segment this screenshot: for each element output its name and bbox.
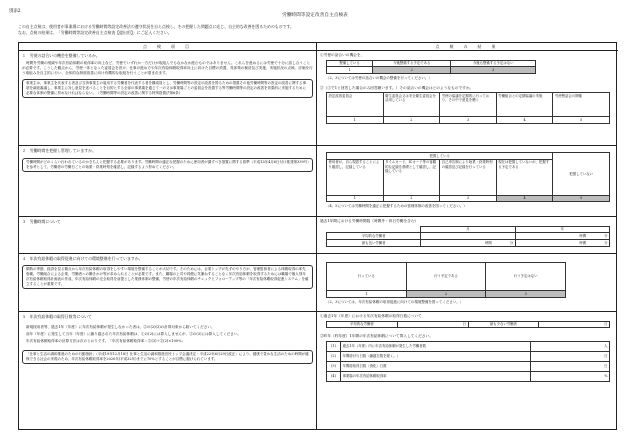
s2-option-5[interactable]: 把握していない bbox=[553, 153, 610, 196]
s2-option-4[interactable]: 現在は把握していないが、把握する予定である bbox=[496, 159, 553, 195]
s5-q2-no-3: (3) bbox=[327, 362, 341, 372]
s5-q2-unit-1: 人 bbox=[604, 344, 608, 349]
s4-option-3[interactable]: 行う予定はない bbox=[486, 263, 566, 291]
s1-q1-num-2: 2 bbox=[373, 67, 451, 74]
attachment-tag: 別添2 bbox=[9, 9, 21, 14]
s5-q2-value-4[interactable] bbox=[531, 372, 610, 382]
s3-longest-month-unit-m: 分 bbox=[509, 240, 514, 245]
section-divider-3 bbox=[19, 253, 616, 254]
s1-q1-num-3: 3 bbox=[451, 67, 536, 74]
s5-q2-value-3[interactable] bbox=[531, 362, 610, 372]
section-4-box: 閑散の季節、経済を見る観点から年次有給休暇の取得をしやすい環境を整備することが大切です。そのためには、企業トップが先ずのやり方が、管理監督者による休暇取得の率先垂範、労働組合による企業、労働者への働きかけ等が求められることが必要です。また、職場の上司や同僚に気兼ねすることなく年次有給休暇を取得するためには職場で個人別年次有給休暇取得計画表の作成、年次有給休暇の完全取得を前提とした業務体制の整備、労使の年次有給休暇のチェックとフォローアップ等の「年次有給休暇取得促進システム」を確立することが重要です。 bbox=[22, 265, 313, 289]
s3-col-month: 月 bbox=[421, 226, 515, 233]
s2-num-1: 1 bbox=[327, 195, 384, 202]
s5-q2-table bbox=[326, 341, 610, 382]
s1-q2-num-2: 2 bbox=[383, 117, 440, 124]
s2-num-5: 5 bbox=[553, 195, 610, 202]
s4-num-1: 1 bbox=[327, 291, 407, 298]
s3-longest-month[interactable] bbox=[421, 240, 515, 247]
s3-average-unit-m: 分 bbox=[604, 233, 608, 238]
section-5-title: ５ 年次有給休暇の取得日数等について bbox=[22, 314, 92, 319]
s1-q2-option-1[interactable]: 設定改善委員会 bbox=[327, 93, 384, 117]
s5-q2-unit-4: % bbox=[604, 374, 608, 379]
section-1-title: １ 労使の話合いの機会を整備しているか。 bbox=[22, 53, 100, 58]
s2-num-4: 4 bbox=[496, 195, 553, 202]
s5-question-1: ①過去1年（年度）における年次有給休暇の取得日数について bbox=[320, 314, 422, 318]
section-4-items bbox=[22, 256, 313, 310]
column-header-results: 点 検 の 結 果 bbox=[316, 43, 618, 51]
s5-q2-unit-2: 日 bbox=[604, 354, 608, 359]
s2-num-3: 3 bbox=[440, 195, 497, 202]
s3-row-longest: 最も長い労働者 bbox=[327, 240, 421, 247]
section-divider-1 bbox=[19, 145, 616, 146]
section-3-title: ３ 労働時間について bbox=[22, 219, 61, 224]
s4-note: （2、3については、年次有給休暇の取得促進に向けての環境整備を図ってください。） bbox=[326, 299, 464, 304]
s1-q2-num-5: 5 bbox=[553, 117, 610, 124]
section-1-results bbox=[320, 53, 615, 144]
s5-q2-label-2: 年間総付与日数（繰越日数を除く。） bbox=[341, 352, 531, 362]
section-1-legal-box: 事業主は、事業主を代表する者及び当該事業主の雇用する労働者を代表する者を構成員とし、労働時間等の設定の改善を図るための措置その他労働時間等の設定の改善に関する事項を調査審議し、事業主に対し意見を述べることを目的とする全部の事業場を通じて一の又は事業場ごとの委員会を設置する等労働時間等の設定の改善を効果的に実施するために必要な体制の整備に努めなければならない。（労働時間等の設定の改善に関する特別措置法第6条） bbox=[22, 79, 313, 98]
s1-q2-option-5[interactable]: 労使懇話会の開催 bbox=[553, 93, 610, 117]
s3-col-year: 年 bbox=[515, 226, 609, 233]
s3-average-unit-h: 時間 bbox=[579, 233, 587, 238]
section-5-para-1: 新規採用者等、過去1年（年度）に年次有給休暇が発生しなかった者は、②の(2)(3)の計算対象から除いてください。 bbox=[26, 325, 215, 330]
s5-q2-no-4: (4) bbox=[327, 372, 341, 382]
intro-line-1: この自主点検は、使用者が事業場における労働時間等設定改善法の遵守状況を自ら点検し、その把握した問題点に応じ、自主的な改善を図るためのものです。 bbox=[18, 24, 294, 29]
s3-question: 過去1年間における労働時間数（時間外・休日労働を含む） bbox=[320, 219, 419, 223]
column-divider bbox=[316, 43, 317, 429]
s3-average-year[interactable] bbox=[515, 233, 609, 240]
section-5-results bbox=[320, 314, 615, 429]
s5-q1-row-average: 平均的な労働者 bbox=[327, 321, 398, 328]
s2-table bbox=[326, 152, 610, 202]
s2-note: （4、5については労働時間を適正に把握するための管理体制の改善を図ってください。） bbox=[326, 204, 467, 209]
s2-option-3[interactable]: 自己申告制により始業・終業時刻の確認及び記録を行っている bbox=[440, 159, 497, 195]
section-5-para-2: 前年（年度）に発生して当年（年度）に繰り越された年次有給休暇は、①の(2)には算入しませんが、②の(3)には算入してください。 bbox=[26, 332, 242, 337]
s2-option-1[interactable]: 使用者が、自ら現認することにより確認し、記録している bbox=[327, 159, 384, 195]
s1-q1-note: （2、3については労使の話合いの機会の整備を行ってください。） bbox=[326, 76, 432, 80]
s1-q2-num-4: 4 bbox=[496, 117, 553, 124]
section-3-results bbox=[320, 219, 615, 252]
s1-question-2: ②（①で1と回答した場合のみ回答願います。）その話合いの機会はどのようなものですか。 bbox=[320, 85, 474, 90]
s1-q2-option-4[interactable]: 労働組合との定期協議の実施 bbox=[496, 93, 553, 117]
section-4-results bbox=[320, 256, 615, 310]
s5-q2-no-2: (2) bbox=[327, 352, 341, 362]
s4-option-2[interactable]: 行う予定である bbox=[406, 263, 486, 291]
s1-q2-option-3[interactable]: 労使の協議を定期的に行っており、その中で意見を聴く bbox=[440, 93, 497, 117]
section-4-title: ４ 年次有給休暇の取得促進に向けての環境整備を行っていますか。 bbox=[22, 256, 143, 261]
inspection-grid bbox=[18, 42, 617, 430]
s5-q1-row-least: 最も少ない労働者 bbox=[468, 321, 539, 328]
s5-q2-label-1: 過去1年（年度）内に年次有給休暇が発生した労働者数 bbox=[341, 342, 531, 352]
section-2-box: 労働時間がどのくらい行われているのかきちんと把握する必要があります。労働時間の適正な把握のために使用者が講ずべき措置に関する基準（平成13年4月6日付け基発第339号）を参考として、労働者の労働日ごとの始業・終業時刻を確認し、記録するよう努めてください。 bbox=[22, 158, 313, 172]
section-1-paragraph: 時間外労働の削減や年次有給休暇の取得率の向上など、労使でいずれか一方だけが取組んでもなかなか進むものではありません。これらを進めるには労使で十分に話し合うことが必要です。こうした観点から、労使一体となった委員会を設け、仕事の進め方や年次有給休暇取得率向上に向けた目標の設置、具体策の検討及び実施、実施状況の点検、評価を行う取組みを自主的に行い、全体的な制度改善に向け有機的な取組を行うことが望まれます。 bbox=[22, 61, 313, 76]
s5-q2-label-4: 事業場の年次有給休暇取得率 bbox=[341, 372, 531, 382]
section-5-para-3: 年次有給休暇取得率の計算方法は次のとおりです。「年次有給休暇取得率＝②(3)÷②(2)×100%」 bbox=[26, 339, 186, 344]
s1-q1-option-2[interactable]: 今後整備する予定である bbox=[373, 60, 451, 67]
s3-longest-unit-m: 分 bbox=[604, 240, 608, 245]
s5-q2-unit-3: 日 bbox=[604, 364, 608, 369]
s1-q1-table bbox=[326, 60, 536, 74]
section-3-items bbox=[22, 219, 313, 252]
s5-q1-table bbox=[326, 321, 610, 329]
section-1-items bbox=[22, 53, 313, 144]
s3-longest-year[interactable] bbox=[515, 240, 609, 247]
s4-num-3: 3 bbox=[486, 291, 566, 298]
s4-option-1[interactable]: 行っている bbox=[327, 263, 407, 291]
intro-text bbox=[18, 24, 618, 36]
s3-longest-month-unit-h: 時間 bbox=[484, 240, 492, 245]
s5-question-2: ②昨年（昨年度）1年間の年次有給休暇について算入してください。 bbox=[320, 334, 433, 339]
s3-average-month[interactable] bbox=[421, 233, 515, 240]
s3-corner bbox=[327, 226, 421, 233]
intro-line-2: なお、点検の結果は、「労働時間等設定改善自主点検表【提出用】」にご記入ください。 bbox=[18, 30, 172, 36]
s2-head-yes: 把握している bbox=[327, 153, 553, 160]
section-divider-4 bbox=[19, 311, 616, 312]
form-title: 労働時間等設定改善自主点検表 bbox=[282, 13, 348, 18]
s4-num-2: 2 bbox=[406, 291, 486, 298]
s3-row-average: 平均的な労働者 bbox=[327, 233, 421, 240]
s3-table bbox=[326, 226, 610, 247]
s1-q1-option-3[interactable]: 今後も整備する予定はない bbox=[451, 60, 536, 67]
section-5-box: 「仕事と生活の調和推進のための行動指針」（平成19年12月18日 仕事と生活の調和推進官民トップ会議決定・平成22年6月29日改正）により、健康で豊かな生活のための時間が確保できる社会の実現のため、年次有給休暇取得率を2020年(平成32年)までに70%とすることが目標に掲げられています。 bbox=[22, 350, 313, 364]
s5-q2-value-2[interactable] bbox=[531, 352, 610, 362]
section-2-title: ２ 労働時間を把握し管理していますか。 bbox=[22, 148, 96, 153]
s5-q2-label-3: 年間総取得日数（消化）日数 bbox=[341, 362, 531, 372]
s2-num-2: 2 bbox=[383, 195, 440, 202]
s5-q1-least-value[interactable] bbox=[539, 321, 610, 328]
section-5-items bbox=[22, 314, 313, 429]
s3-longest-unit-h: 時間 bbox=[579, 240, 587, 245]
s1-q2-num-1: 1 bbox=[327, 117, 384, 124]
s5-q1-average-unit: 日 bbox=[462, 322, 466, 327]
s5-q1-least-unit: 日 bbox=[604, 322, 608, 327]
s1-q2-num-3: 3 bbox=[440, 117, 497, 124]
section-2-results bbox=[320, 148, 615, 215]
section-divider-2 bbox=[19, 216, 616, 217]
s1-q2-option-2[interactable]: 衛生委員会又は安全衛生委員会を活用している bbox=[383, 93, 440, 117]
s1-q2-table bbox=[326, 92, 610, 124]
s4-table bbox=[326, 262, 566, 298]
column-header-items: 点 検 項 目 bbox=[19, 43, 316, 51]
s2-option-2[interactable]: タイムカード、ICカード等の客観的な記録を基礎として確認し、記録している bbox=[383, 159, 440, 195]
s5-q2-value-1[interactable] bbox=[531, 342, 610, 352]
section-2-items bbox=[22, 148, 313, 215]
s1-question-1: ①労使の話合いの機会を、 bbox=[320, 53, 365, 57]
s1-q1-option-1[interactable]: 整備している bbox=[327, 60, 373, 67]
s1-q1-num-1: 1 bbox=[327, 67, 373, 74]
s5-q1-average-value[interactable] bbox=[397, 321, 468, 328]
s5-q2-no-1: (1) bbox=[327, 342, 341, 352]
